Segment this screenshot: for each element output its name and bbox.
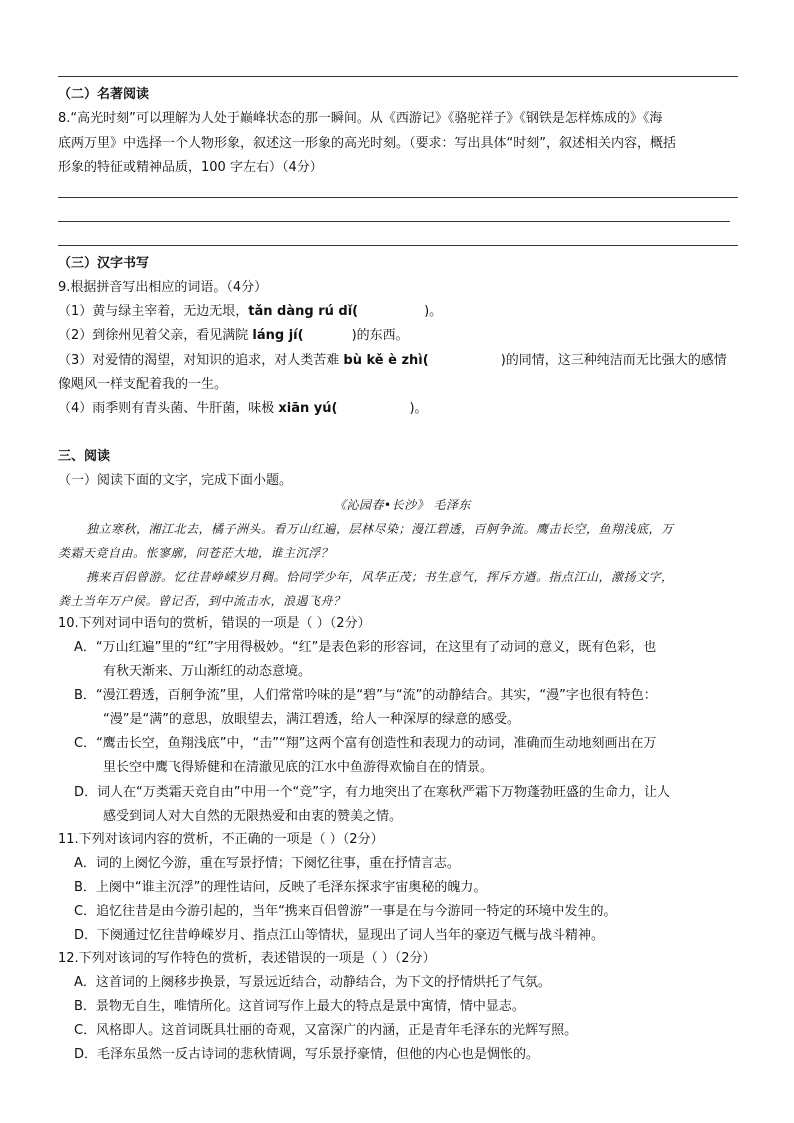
- q8-line1: 8.“高光时刻”可以理解为人处于巅峰状态的那一瞬间。从《西游记》《骆驼祥子》《钢铁是怎样炼成的》《海: [58, 111, 663, 126]
- q9-item3-cont: 像飓风一样支配着我的一生。: [58, 377, 228, 392]
- q10-option-c[interactable]: C．“鹰击长空，鱼翔浅底”中，“击”“翔”这两个富有创造性和表现力的动词，准确而生动地刻画出在万: [74, 736, 657, 751]
- q12-option-c[interactable]: C．风格即人。这首词既具壮丽的奇观，又富深广的内涵，正是青年毛泽东的光辉写照。: [74, 1023, 578, 1038]
- q9-item2-text: （2）到徐州见着父亲，看见满院: [58, 328, 253, 343]
- section-heading-classics: （二）名著阅读: [58, 87, 150, 102]
- q10-stem: 10.下列对词中语句的赏析，错误的一项是（ ）（2分）: [58, 616, 371, 631]
- q9-item4-text: （4）雨季则有青头菌、牛肝菌，味极: [58, 401, 279, 416]
- q9-item2-end: )的东西。: [351, 328, 409, 343]
- q10-option-d[interactable]: D．词人在“万类霜天竞自由”中用一个“竞”字，有力地突出了在寒秋严霜下万物蓬勃旺盛的生命力，让人: [74, 785, 670, 800]
- q12-option-d[interactable]: D．毛泽东虽然一反古诗词的悲秋情调，写乐景抒豪情，但他的内心也是惆怅的。: [74, 1047, 540, 1062]
- q9-item3-end: )的同情，这三种纯洁而无比强大的感情: [500, 353, 727, 368]
- q8-line2: 底两万里》中选择一个人物形象，叙述这一形象的高光时刻。（要求：写出具体“时刻”，叙述相关内容，概括: [58, 136, 676, 151]
- q10-option-b[interactable]: B．“漫江碧透，百舸争流”里，人们常常吟味的是“碧”与“流”的动静结合。其实，“漫”字也很有特色：: [74, 688, 657, 703]
- q9-item1-pinyin: tǎn dàng rú dǐ(: [248, 304, 359, 319]
- q12-option-a[interactable]: A．这首词的上阕移步换景，写景远近结合，动静结合，为下文的抒情烘托了气氛。: [74, 975, 551, 990]
- part-heading-reading: 三、阅读: [58, 449, 111, 464]
- answer-line-2[interactable]: [58, 221, 730, 222]
- poem-stanza1-line1: 独立寒秋，湘江北去，橘子洲头。看万山红遍，层林尽染；漫江碧透，百舸争流。鹰击长空，鱼翔浅底，万: [86, 522, 674, 536]
- q9-item4-end: )。: [409, 401, 428, 416]
- q9-item3-pinyin: bù kě è zhì(: [343, 353, 429, 368]
- q9-item1-text: （1）黄与绿主宰着，无边无垠，: [58, 304, 249, 319]
- q10-option-b-cont: “漫”是“满”的意思，放眼望去，满江碧透，给人一种深厚的绿意的感受。: [103, 712, 520, 727]
- q11-stem: 11.下列对该词内容的赏析，不正确的一项是（ ）（2分）: [58, 832, 384, 847]
- q12-option-b[interactable]: B．景物无自生，唯情所化。这首词写作上最大的特点是景中寓情，情中显志。: [74, 999, 525, 1014]
- q8-line3: 形象的特征或精神品质，100 字左右）（4分）: [58, 160, 323, 175]
- q11-option-c[interactable]: C．追忆往昔是由今游引起的，当年“携来百侣曾游”一事是在与今游同一特定的环境中发生的。: [74, 904, 617, 919]
- q11-option-d[interactable]: D．下阕通过忆往昔峥嵘岁月、指点江山等情状，显现出了词人当年的豪迈气概与战斗精神。: [74, 928, 605, 943]
- q10-option-a-cont: 有秋天渐来、万山渐红的动态意境。: [103, 664, 312, 679]
- q9-item1-end: )。: [424, 304, 443, 319]
- section-heading-writing: （三）汉字书写: [58, 256, 150, 271]
- top-divider: [58, 76, 738, 77]
- q11-option-a[interactable]: A．词的上阕忆今游，重在写景抒情；下阕忆往事，重在抒情言志。: [74, 856, 460, 871]
- q9-item2-pinyin: láng jí(: [252, 328, 304, 343]
- poem-stanza2-line2: 粪土当年万户侯。曾记否，到中流击水，浪遏飞舟？: [58, 594, 346, 608]
- poem-title: 《沁园春•长沙》 毛泽东: [334, 498, 471, 512]
- q9-item3-text: （3）对爱情的渴望，对知识的追求，对人类苦难: [58, 353, 344, 368]
- q9-item4: [58, 400, 428, 418]
- reading-instructions: （一）阅读下面的文字，完成下面小题。: [58, 473, 293, 488]
- q11-option-b[interactable]: B．上阕中“谁主沉浮”的理性诘问，反映了毛泽东探求宇宙奥秘的魄力。: [74, 880, 487, 895]
- q10-option-c-cont: 里长空中鹰飞得矫健和在清澈见底的江水中鱼游得欢愉自在的情景。: [103, 760, 494, 775]
- poem-stanza1-line2: 类霜天竞自由。怅寥廓，问苍茫大地，谁主沉浮？: [58, 546, 334, 560]
- q9-item1: [58, 303, 442, 321]
- q9-item3: [58, 352, 727, 370]
- q9-stem: 9.根据拼音写出相应的词语。（4分）: [58, 280, 268, 295]
- q9-item2: [58, 327, 409, 345]
- q10-option-a[interactable]: A．“万山红遍”里的“红”字用得极妙。“红”是表色彩的形容词，在这里有了动词的意义，既有色彩，也: [74, 640, 657, 655]
- q12-stem: 12.下列对该词的写作特色的赏析，表述错误的一项是（ ）（2分）: [58, 951, 436, 966]
- q9-item4-pinyin: xiān yú(: [278, 401, 338, 416]
- poem-stanza2-line1: 携来百侣曾游。忆往昔峥嵘岁月稠。恰同学少年，风华正茂；书生意气，挥斥方遒。指点江山，激扬文字，: [86, 570, 674, 584]
- answer-line-1[interactable]: [58, 197, 738, 198]
- answer-line-3[interactable]: [58, 245, 738, 246]
- q10-option-d-cont: 感受到词人对大自然的无限热爱和由衷的赞美之情。: [103, 809, 403, 824]
